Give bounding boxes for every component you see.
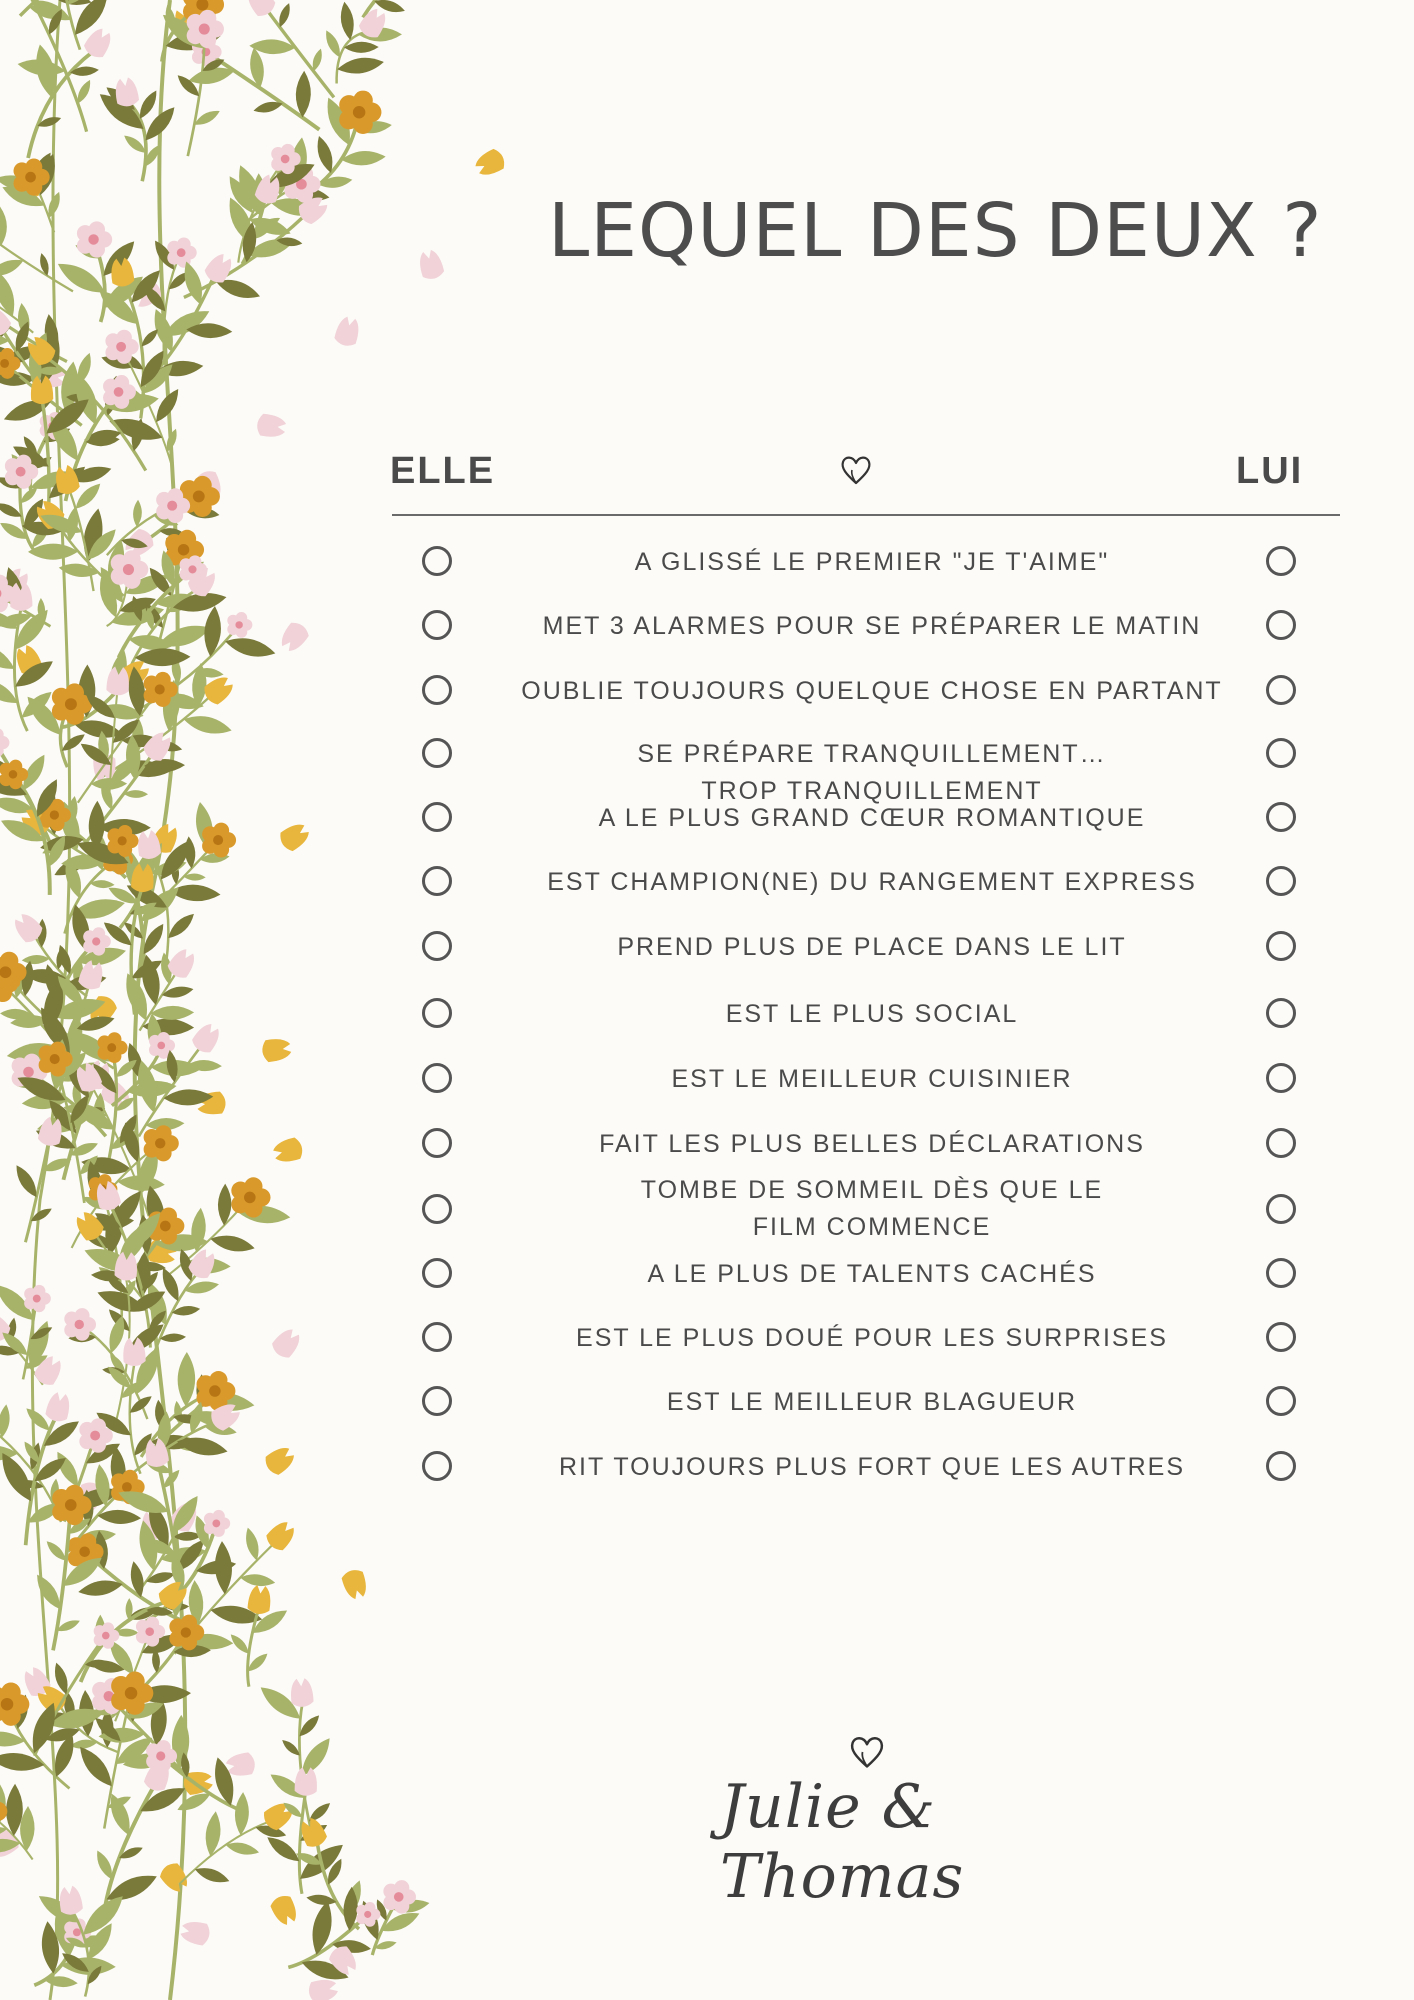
- elle-checkbox[interactable]: [422, 1322, 452, 1352]
- question-row: [392, 1322, 1340, 1382]
- elle-checkbox[interactable]: [422, 1063, 452, 1093]
- lui-checkbox[interactable]: [1266, 802, 1296, 832]
- lui-checkbox[interactable]: [1266, 1128, 1296, 1158]
- question-text: FAIT LES PLUS BELLES DÉCLARATIONS: [599, 1130, 1145, 1158]
- lui-checkbox[interactable]: [1266, 998, 1296, 1028]
- question-row: [392, 1176, 1340, 1254]
- question-row: [392, 738, 1340, 805]
- question-row: [392, 866, 1340, 926]
- question-row: [392, 1258, 1340, 1318]
- elle-checkbox[interactable]: [422, 546, 452, 576]
- question-row: [392, 1386, 1340, 1446]
- heart-icon: [838, 452, 874, 488]
- elle-checkbox[interactable]: [422, 610, 452, 640]
- elle-checkbox[interactable]: [422, 738, 452, 768]
- couple-signature: Julie & Thomas: [720, 1772, 965, 1912]
- elle-checkbox[interactable]: [422, 998, 452, 1028]
- elle-checkbox[interactable]: [422, 1194, 452, 1224]
- lui-checkbox[interactable]: [1266, 675, 1296, 705]
- question-row: [392, 1451, 1340, 1511]
- question-row: [392, 546, 1340, 606]
- elle-checkbox[interactable]: [422, 1128, 452, 1158]
- question-text: SE PRÉPARE TRANQUILLEMENT… TROP TRANQUILLEMENT: [637, 740, 1107, 805]
- elle-checkbox[interactable]: [422, 931, 452, 961]
- question-row: [392, 931, 1340, 991]
- question-text: PREND PLUS DE PLACE DANS LE LIT: [617, 933, 1127, 961]
- lui-checkbox[interactable]: [1266, 931, 1296, 961]
- question-row: [392, 1063, 1340, 1123]
- heart-icon: [847, 1732, 887, 1772]
- elle-checkbox[interactable]: [422, 675, 452, 705]
- question-row: [392, 998, 1340, 1058]
- question-text: A LE PLUS GRAND CŒUR ROMANTIQUE: [598, 804, 1146, 832]
- question-text: EST LE PLUS SOCIAL: [725, 1000, 1019, 1028]
- elle-checkbox[interactable]: [422, 802, 452, 832]
- question-row: [392, 675, 1340, 735]
- question-text: EST LE MEILLEUR CUISINIER: [671, 1065, 1073, 1093]
- question-text: OUBLIE TOUJOURS QUELQUE CHOSE EN PARTANT: [521, 677, 1223, 705]
- column-header-elle: ELLE: [390, 450, 496, 492]
- lui-checkbox[interactable]: [1266, 738, 1296, 768]
- elle-checkbox[interactable]: [422, 1258, 452, 1288]
- question-text: A LE PLUS DE TALENTS CACHÉS: [647, 1260, 1097, 1288]
- question-text: A GLISSÉ LE PREMIER "JE T'AIME": [634, 548, 1110, 576]
- elle-checkbox[interactable]: [422, 866, 452, 896]
- question-text: EST LE MEILLEUR BLAGUEUR: [666, 1388, 1078, 1416]
- question-text: EST LE PLUS DOUÉ POUR LES SURPRISES: [576, 1324, 1168, 1352]
- lui-checkbox[interactable]: [1266, 1451, 1296, 1481]
- question-row: [392, 610, 1340, 670]
- question-text: RIT TOUJOURS PLUS FORT QUE LES AUTRES: [559, 1453, 1185, 1481]
- lui-checkbox[interactable]: [1266, 1258, 1296, 1288]
- lui-checkbox[interactable]: [1266, 1322, 1296, 1352]
- lui-checkbox[interactable]: [1266, 866, 1296, 896]
- page-title: LEQUEL DES DEUX ?: [548, 188, 1323, 274]
- lui-checkbox[interactable]: [1266, 1194, 1296, 1224]
- question-row: [392, 802, 1340, 862]
- lui-checkbox[interactable]: [1266, 1063, 1296, 1093]
- lui-checkbox[interactable]: [1266, 610, 1296, 640]
- question-text: MET 3 ALARMES POUR SE PRÉPARER LE MATIN: [542, 612, 1202, 640]
- lui-checkbox[interactable]: [1266, 1386, 1296, 1416]
- header-divider: [392, 514, 1340, 516]
- column-header-lui: LUI: [1236, 450, 1304, 492]
- question-text: TOMBE DE SOMMEIL DÈS QUE LE FILM COMMENCE: [640, 1176, 1104, 1241]
- elle-checkbox[interactable]: [422, 1386, 452, 1416]
- question-text: EST CHAMPION(NE) DU RANGEMENT EXPRESS: [547, 868, 1197, 896]
- lui-checkbox[interactable]: [1266, 546, 1296, 576]
- elle-checkbox[interactable]: [422, 1451, 452, 1481]
